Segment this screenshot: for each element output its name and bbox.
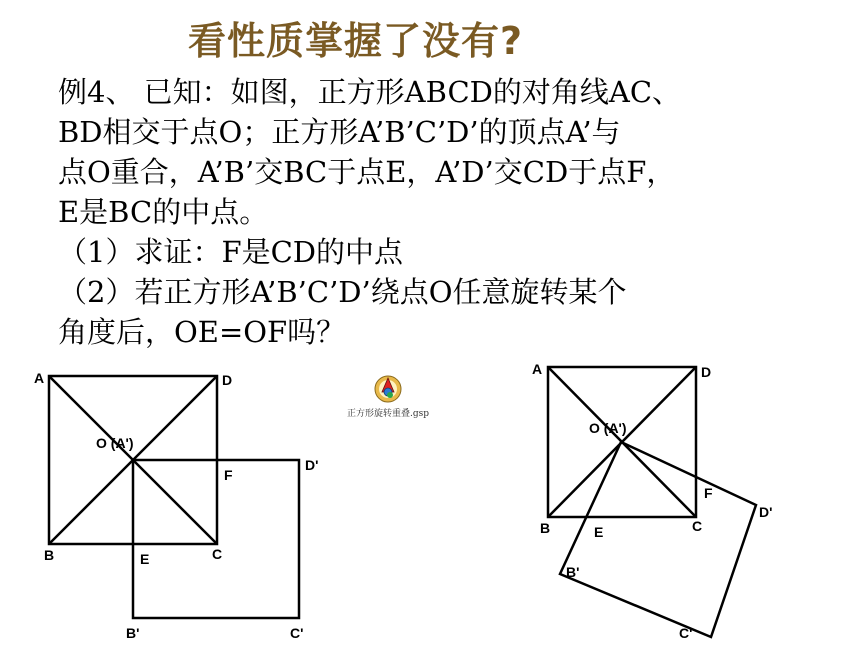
label-d: D	[222, 372, 233, 388]
label-a: A	[34, 370, 45, 386]
left-geometry-figure	[30, 355, 330, 645]
problem-line: 点O重合，A’B’交BC于点E，A’D’交CD于点F，	[58, 155, 676, 189]
problem-text	[58, 72, 848, 352]
label-f: F	[224, 467, 233, 483]
rotated-square-a2b2c2d2	[560, 442, 756, 637]
right-figure-svg	[520, 355, 820, 645]
label-d-prime: D'	[305, 457, 319, 473]
problem-line: E是BC的中点。	[58, 195, 269, 229]
right-geometry-figure	[520, 355, 820, 645]
label-c-prime: C'	[679, 625, 693, 641]
slide-title: 看性质掌握了没有?	[188, 19, 524, 63]
problem-line: （2）若正方形A’B’C’D’绕点O任意旋转某个	[58, 275, 627, 309]
label-b-prime: B'	[566, 564, 580, 580]
label-b: B	[540, 520, 551, 536]
problem-line: （1）求证：F是CD的中点	[58, 235, 404, 269]
gsp-file-link[interactable]	[338, 372, 438, 419]
problem-line: 角度后，OE=OF吗？	[58, 315, 346, 349]
label-a: A	[532, 361, 543, 377]
label-b-prime: B'	[126, 625, 140, 641]
label-o: O (A')	[589, 420, 627, 436]
label-f: F	[704, 485, 713, 501]
label-c-prime: C'	[290, 625, 304, 641]
label-o: O (A')	[96, 435, 134, 451]
label-d-prime: D'	[759, 504, 773, 520]
problem-line: BD相交于点O；正方形A’B’C’D’的顶点A’与	[58, 115, 621, 149]
left-figure-svg	[30, 355, 330, 645]
label-b: B	[44, 547, 55, 563]
gsp-filename: 正方形旋转重叠.gsp	[346, 409, 429, 419]
problem-line: 例4、 已知：如图，正方形ABCD的对角线AC、	[58, 75, 682, 109]
label-e: E	[594, 524, 604, 540]
sketchpad-file-icon	[373, 372, 403, 404]
label-c: C	[692, 518, 703, 534]
label-d: D	[701, 364, 712, 380]
label-e: E	[140, 551, 150, 567]
label-c: C	[212, 546, 223, 562]
